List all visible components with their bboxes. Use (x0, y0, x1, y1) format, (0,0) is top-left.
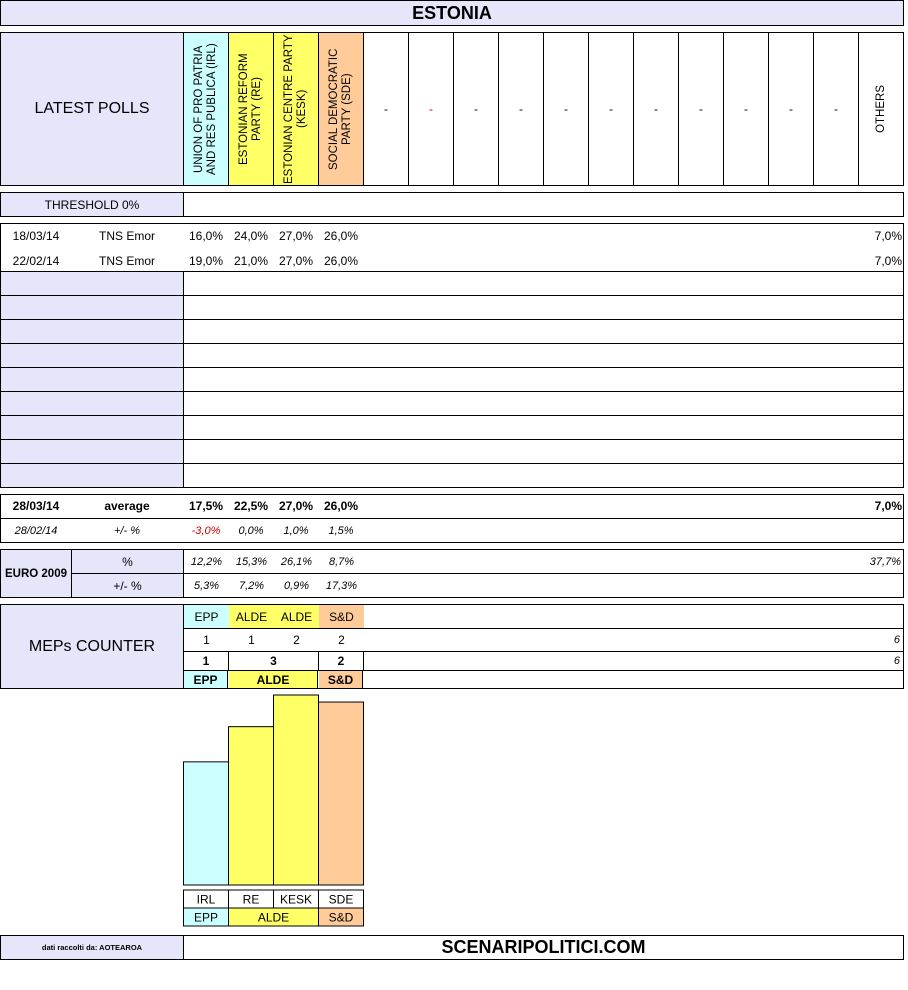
threshold-label: THRESHOLD 0% (0, 192, 184, 217)
party-header-re (228, 32, 274, 186)
placeholder-column: - (633, 32, 679, 186)
mep-group-name: ALDE (229, 671, 318, 688)
empty-row-label (0, 367, 184, 392)
diff-row (0, 519, 904, 543)
euro-diff-row (183, 573, 904, 598)
placeholder-column: - (363, 32, 409, 186)
euro-diff: 5,3% (193, 579, 220, 592)
mep-seats: 1 (203, 633, 210, 647)
chart-bar (319, 702, 364, 885)
euro-others: 37,7% (869, 555, 901, 568)
poll-row (0, 223, 904, 248)
empty-row (183, 391, 904, 416)
empty-row-label (0, 271, 184, 296)
placeholder-column: - (453, 32, 499, 186)
empty-row (183, 343, 904, 368)
euro-value: 15,3% (235, 555, 268, 568)
average-row (0, 494, 904, 519)
others-label: OTHERS (874, 85, 887, 133)
average-date: 28/03/14 (12, 499, 60, 513)
chart-bar (229, 727, 274, 885)
poll-value: 16,0% (188, 228, 224, 243)
mep-group-total: 6 (893, 655, 900, 667)
empty-row (183, 271, 904, 296)
euro-diff: 7,2% (238, 579, 265, 592)
euro-value: 8,7% (328, 555, 355, 568)
poll-value: 24,0% (233, 228, 269, 243)
empty-row-label (0, 439, 184, 464)
average-value: 22,5% (233, 499, 269, 513)
bar-chart (183, 690, 365, 930)
placeholder-column: - (408, 32, 454, 186)
euro-label: EURO 2009 (0, 549, 72, 598)
category-label: KESK (279, 892, 313, 907)
category-label: IRL (196, 892, 216, 907)
empty-row-label (0, 319, 184, 344)
empty-row-label (0, 343, 184, 368)
empty-row-label (0, 463, 184, 488)
threshold-row (183, 192, 904, 217)
chart-bar (184, 762, 229, 885)
euro-value: 26,1% (280, 555, 313, 568)
euro-diff: 0,9% (283, 579, 310, 592)
placeholder-column: - (588, 32, 634, 186)
mep-group-name: S&D (319, 671, 363, 688)
party-header-irl (183, 32, 229, 186)
placeholder-column: - (813, 32, 859, 186)
diff-value: 1,0% (283, 525, 309, 537)
placeholder-column: - (768, 32, 814, 186)
group-label: S&D (328, 910, 354, 925)
party-name: SOCIAL DEMOCRATIC PARTY (SDE) (328, 48, 353, 170)
mep-group-seats-row (184, 652, 904, 671)
empty-row (183, 439, 904, 464)
mep-seats: 1 (248, 633, 255, 647)
euro-pct-row (183, 549, 904, 574)
party-name: ESTONIAN REFORM PARTY (RE) (238, 53, 263, 165)
average-others: 7,0% (874, 499, 902, 513)
party-header-sde (318, 32, 364, 186)
category-label: RE (242, 892, 260, 907)
mep-group-seats: 1 (184, 652, 229, 670)
category-label: SDE (328, 892, 354, 907)
mep-group: EPP (184, 605, 229, 628)
poll-value: 27,0% (278, 228, 314, 243)
meps-label: MEPs COUNTER (0, 604, 184, 689)
mep-seats: 2 (293, 633, 300, 647)
placeholder-column: - (498, 32, 544, 186)
diff-value: 1,5% (328, 525, 354, 537)
group-label: EPP (193, 910, 219, 925)
prev-date: 28/02/14 (14, 525, 58, 537)
poll-value: 27,0% (278, 253, 314, 268)
empty-row (183, 367, 904, 392)
poll-row (0, 248, 904, 273)
euro-diff-label: +/- % (71, 573, 184, 598)
empty-row-label (0, 295, 184, 320)
mep-group-seats: 3 (229, 652, 319, 670)
diff-value: 0,0% (238, 525, 264, 537)
empty-row-label (0, 391, 184, 416)
mep-group-name: EPP (184, 671, 228, 688)
mep-seats-row (184, 628, 904, 652)
average-value: 26,0% (323, 499, 359, 513)
party-header-kesk (273, 32, 319, 186)
poll-value: 21,0% (233, 253, 269, 268)
party-name: UNION OF PRO PATRIA AND RES PUBLICA (IRL) (193, 43, 218, 175)
poll-value: 26,0% (323, 228, 359, 243)
others-header (858, 32, 904, 186)
euro-value: 12,2% (190, 555, 223, 568)
group-label: ALDE (257, 910, 290, 925)
poll-date: 18/03/14 (12, 228, 60, 243)
placeholder-column: - (543, 32, 589, 186)
footer-credit: dati raccolti da: AOTEAROA (0, 935, 184, 960)
average-label: average (104, 499, 150, 513)
poll-date: 22/02/14 (12, 253, 60, 268)
empty-row (183, 295, 904, 320)
average-value: 27,0% (278, 499, 314, 513)
mep-group: ALDE (274, 605, 319, 628)
poll-others: 7,0% (874, 228, 902, 243)
latest-polls-header: LATEST POLLS (0, 32, 184, 186)
party-name: ESTONIAN CENTRE PARTY (KESK) (283, 34, 308, 184)
mep-group-seats: 2 (319, 652, 364, 670)
poll-others: 7,0% (874, 253, 902, 268)
diff-label: +/- % (114, 525, 140, 537)
poll-institute: TNS Emor (98, 228, 155, 243)
placeholder-column: - (678, 32, 724, 186)
footer-site: SCENARIPOLITICI.COM (183, 935, 904, 960)
empty-row (183, 319, 904, 344)
mep-group: ALDE (229, 605, 274, 628)
poll-institute: TNS Emor (98, 253, 155, 268)
page-title: ESTONIA (0, 0, 904, 26)
poll-value: 19,0% (188, 253, 224, 268)
mep-total: 6 (893, 634, 900, 646)
chart-bar (274, 695, 319, 885)
empty-row (183, 415, 904, 440)
poll-value: 26,0% (323, 253, 359, 268)
average-value: 17,5% (188, 499, 224, 513)
diff-value: -3,0% (191, 525, 221, 537)
euro-pct-label: % (71, 549, 184, 574)
mep-group: S&D (319, 605, 364, 628)
euro-diff: 17,3% (325, 579, 358, 592)
placeholder-column: - (723, 32, 769, 186)
empty-row (183, 463, 904, 488)
empty-row-label (0, 415, 184, 440)
mep-seats: 2 (338, 633, 345, 647)
